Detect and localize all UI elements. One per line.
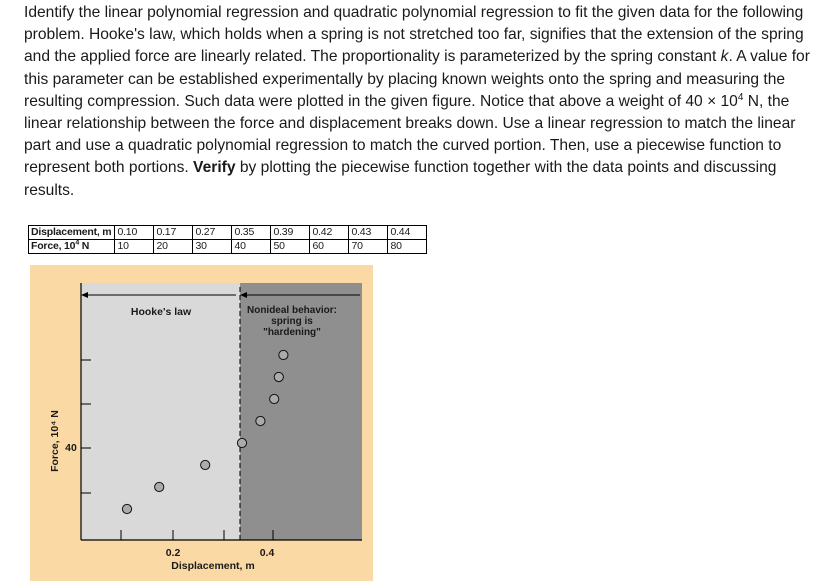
figure-svg — [30, 265, 373, 581]
problem-text-4: by plotting the piecewise function together with the data points and discussing results. — [24, 159, 777, 199]
nonideal-label-2: spring is — [271, 316, 313, 327]
displacement-header: Displacement, m — [29, 226, 115, 240]
data-point — [274, 372, 283, 381]
force-cell: 30 — [193, 240, 232, 254]
displacement-cell: 0.10 — [115, 226, 154, 240]
force-header-exp: 4 — [75, 239, 80, 247]
displacement-cell: 0.35 — [232, 226, 271, 240]
nonideal-label-3: "hardening" — [263, 327, 321, 338]
force-cell: 40 — [232, 240, 271, 254]
force-cell: 20 — [154, 240, 193, 254]
nonideal-label-1: Nonideal behavior: — [246, 305, 338, 316]
displacement-cell: 0.43 — [349, 226, 388, 240]
force-header-main: Force, 10 — [31, 240, 76, 252]
x-tick-label-1: 0.2 — [165, 547, 181, 559]
displacement-cell: 0.17 — [154, 226, 193, 240]
problem-text-3: N, the linear relationship between the force and displacement breaks down. Use a linear regression to match the linear part and use a quadratic polynomial regression to match the curved portion. Then, use a piecewise function to represent both portions. — [24, 92, 796, 177]
hookes-law-figure — [30, 265, 373, 581]
x-tick-label-2: 0.4 — [259, 547, 275, 559]
problem-text-1: Identify the linear polynomial regression and quadratic polynomial regression to fit the given data for the following problem. Hooke's law, which holds when a spring is not stretched too far, signifies that the extension of the spring and the applied force are linearly related. The proportionality is parameterized by the spring constant — [24, 4, 804, 66]
problem-text-2: . A value for this parameter can be established experimentally by placing known weights onto the spring and measuring the resulting compression. Such data were plotted in the given figure. Notice that above a weight of 40 × 10 — [24, 48, 810, 110]
y-tick-label: 40 — [65, 442, 77, 454]
y-axis-label: Force, 10⁴ N — [49, 410, 61, 472]
displacement-cell: 0.39 — [271, 226, 310, 240]
force-cell: 10 — [115, 240, 154, 254]
hookes-law-label: Hooke's law — [130, 306, 192, 318]
displacement-row — [29, 226, 427, 240]
force-row — [29, 240, 427, 254]
displacement-cell: 0.42 — [310, 226, 349, 240]
data-point — [122, 504, 131, 513]
hookes-law-region — [81, 283, 240, 540]
displacement-cell: 0.27 — [193, 226, 232, 240]
force-header-unit: N — [79, 240, 90, 252]
data-point — [155, 482, 164, 491]
problem-statement — [24, 2, 824, 202]
x-axis-label: Displacement, m — [171, 560, 255, 572]
data-point — [256, 416, 265, 425]
data-point — [270, 394, 279, 403]
force-cell: 80 — [388, 240, 427, 254]
data-point — [237, 438, 246, 447]
force-cell: 70 — [349, 240, 388, 254]
force-cell: 60 — [310, 240, 349, 254]
spring-constant-symbol: k — [720, 48, 729, 66]
data-point — [279, 350, 288, 359]
force-header — [29, 240, 115, 254]
force-cell: 50 — [271, 240, 310, 254]
problem-exponent: 4 — [737, 91, 744, 103]
displacement-cell: 0.44 — [388, 226, 427, 240]
data-table — [28, 225, 427, 254]
data-point — [201, 460, 210, 469]
verify-word: Verify — [193, 159, 236, 177]
